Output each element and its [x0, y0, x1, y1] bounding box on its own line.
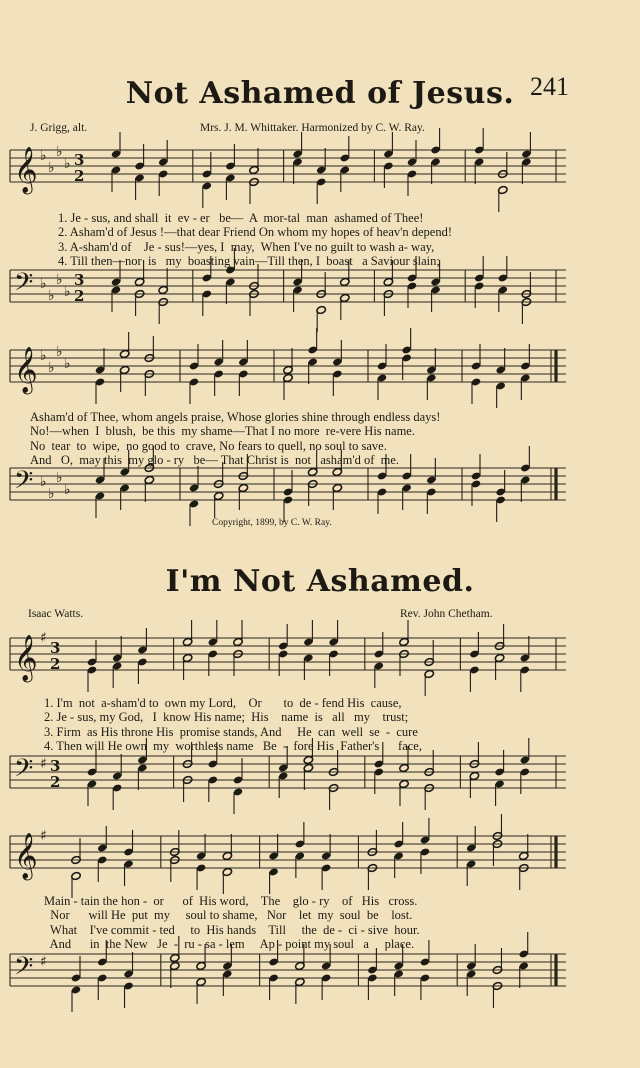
flat-icon: ♭ — [64, 284, 71, 300]
verse-1-line-1: 1. Je - sus, and shall it ev - er be— A mor-tal man ashamed of Thee! — [58, 211, 424, 226]
flat-icon: ♭ — [56, 144, 63, 160]
verse-3-line-1: 3. A-sham'd of Je - sus!—yes, I may, When I've no guilt to wash a- way, — [58, 239, 435, 254]
hymn-2-composer: Rev. John Chetham. — [400, 608, 493, 620]
verse-3-line-1: 3. Firm as His throne His promise stands, And He can well se - cure — [44, 724, 418, 739]
verse-4-line-1: 4. Then will He own my worthless name Be - fore His Father's face, — [44, 738, 422, 753]
time-signature-top: 3 — [50, 757, 61, 775]
time-signature-bottom: 2 — [74, 167, 85, 185]
flat-icon: ♭ — [64, 356, 71, 372]
hymn-1-system-1-treble-staff — [10, 140, 570, 200]
verse-2-line-2: Nor will He put my soul to shame, Nor let my soul be lost. — [44, 908, 413, 923]
treble-clef-icon: 𝄞 — [14, 635, 38, 681]
flat-icon: ♭ — [48, 160, 55, 176]
hymn-title-2: I'm Not Ashamed. — [165, 564, 475, 599]
treble-clef-icon: 𝄞 — [14, 347, 38, 393]
verse-1-line-2: Asham'd of Thee, whom angels praise, Whose glories shine through endless days! — [30, 410, 441, 425]
bass-clef-icon: 𝄢 — [14, 952, 34, 987]
bass-clef-icon: 𝄢 — [14, 268, 34, 303]
time-signature-top: 3 — [74, 151, 85, 169]
verse-3-line-2: No tear to wipe, no good to crave, No fears to quell, no soul to save. — [30, 438, 387, 453]
time-signature-bottom: 2 — [50, 773, 61, 791]
sharp-icon: ♯ — [40, 756, 47, 772]
verse-2-line-2: No!—when I blush, be this my shame—That I no more re-vere His name. — [30, 424, 415, 439]
flat-icon: ♭ — [40, 474, 47, 490]
verse-4-line-2: And O, may this my glo - ry be— That Christ is not asham'd of me. — [30, 452, 400, 467]
flat-icon: ♭ — [56, 272, 63, 288]
hymn-2-author: Isaac Watts. — [28, 608, 84, 620]
bass-clef-icon: 𝄢 — [14, 754, 34, 789]
sharp-icon: ♯ — [40, 954, 47, 970]
hymn-1-author: J. Grigg, alt. — [30, 122, 88, 134]
time-signature-top: 3 — [74, 271, 85, 289]
time-signature-bottom: 2 — [74, 287, 85, 305]
verse-4-line-2: And in the New Je - ru - sa - lem Ap - point my soul a place. — [44, 936, 415, 951]
time-signature-top: 3 — [50, 639, 61, 657]
flat-icon: ♭ — [56, 344, 63, 360]
sharp-icon: ♯ — [40, 828, 47, 844]
hymn-2-system-2-treble-staff — [10, 826, 570, 886]
page-number: 241 — [530, 72, 569, 101]
verse-2-line-1: 2. Je - sus, my God, I know His name; His name is all my trust; — [44, 710, 409, 725]
bass-clef-icon: 𝄢 — [14, 466, 34, 501]
verse-2-line-1: 2. Asham'd of Jesus !—that dear Friend On whom my hopes of heav'n depend! — [58, 225, 453, 240]
flat-icon: ♭ — [64, 482, 71, 498]
treble-clef-icon: 𝄞 — [14, 833, 38, 879]
hymn-2-system-2-bass-staff — [10, 944, 570, 1004]
flat-icon: ♭ — [48, 486, 55, 502]
hymn-1-system-1-bass-staff — [10, 260, 570, 320]
treble-clef-icon: 𝄞 — [14, 147, 38, 193]
hymn-title-1: Not Ashamed of Jesus. — [125, 76, 515, 111]
flat-icon: ♭ — [48, 288, 55, 304]
flat-icon: ♭ — [40, 276, 47, 292]
verse-3-line-2: What I've commit - ted to His hands Till the de - ci - sive hour. — [44, 922, 420, 937]
hymn-1-system-2-bass-staff — [10, 458, 570, 518]
verse-1-line-2: Main - tain the hon - or of His word, The glo - ry of His cross. — [44, 894, 418, 909]
verse-1-line-1: 1. I'm not a-sham'd to own my Lord, Or to de - fend His cause, — [44, 696, 402, 711]
sharp-icon: ♯ — [40, 630, 47, 646]
copyright: Copyright, 1899, by C. W. Ray. — [212, 518, 332, 528]
verse-4-line-1: 4. Till then—nor is my boasting vain—Till then, I boast a Saviour slain; — [58, 253, 440, 268]
flat-icon: ♭ — [40, 148, 47, 164]
flat-icon: ♭ — [56, 470, 63, 486]
flat-icon: ♭ — [40, 348, 47, 364]
hymn-2-system-1-bass-staff — [10, 746, 570, 806]
flat-icon: ♭ — [48, 360, 55, 376]
hymn-2-system-1-treble-staff — [10, 628, 570, 688]
hymn-1-composer: Mrs. J. M. Whittaker. Harmonized by C. W. Ray. — [200, 122, 425, 134]
time-signature-bottom: 2 — [50, 655, 61, 673]
hymn-1-system-2-treble-staff — [10, 340, 570, 400]
flat-icon: ♭ — [64, 156, 71, 172]
